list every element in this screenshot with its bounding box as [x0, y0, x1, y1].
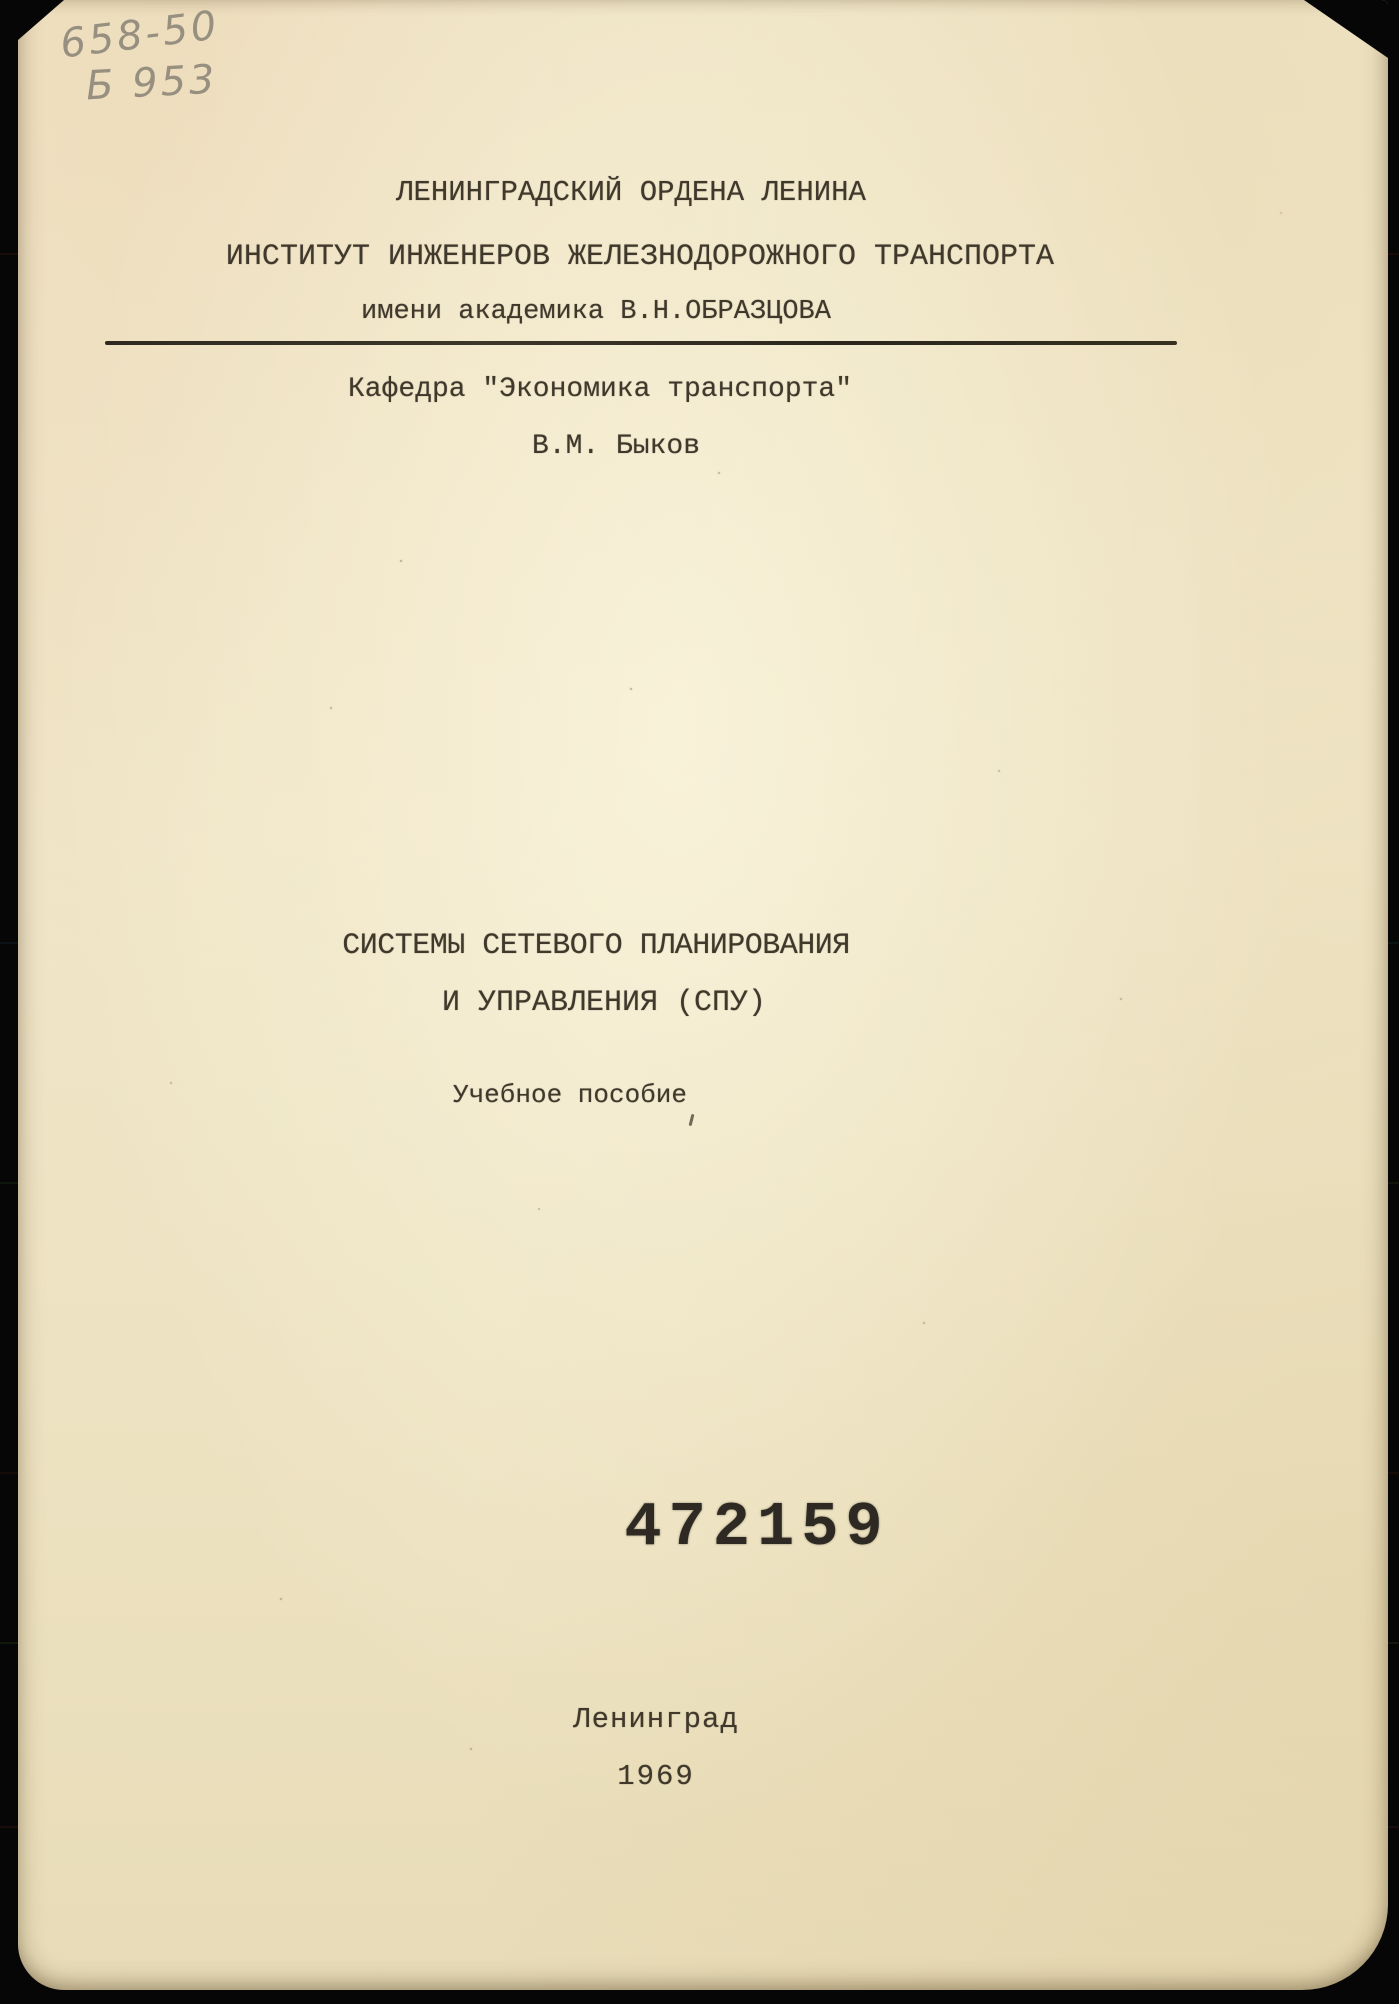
book-subtitle: Учебное пособие: [452, 1080, 688, 1110]
clipped-corner-top-right: [1304, 0, 1388, 58]
handwritten-author-mark: Б 953: [84, 56, 219, 110]
clipped-corner-top-left: [18, 0, 64, 40]
library-accession-stamp: 472159: [624, 1492, 890, 1563]
author-name: В.М. Быков: [531, 431, 701, 462]
book-title-line2: И УПРАВЛЕНИЯ (СПУ): [441, 986, 767, 1020]
institution-name-line3: имени академика В.Н.ОБРАЗЦОВА: [361, 297, 831, 327]
institution-name-line1: ЛЕНИНГРАДСКИЙ ОРДЕНА ЛЕНИНА: [396, 176, 866, 209]
horizontal-rule: [105, 341, 1177, 345]
institution-name-line2: ИНСТИТУТ ИНЖЕНЕРОВ ЖЕЛЕЗНОДОРОЖНОГО ТРАНСПОРТА: [225, 240, 1055, 274]
department-line: Кафедра "Экономика транспорта": [347, 374, 853, 405]
stray-ink-mark: [689, 1114, 695, 1126]
imprint-city: Ленинград: [573, 1703, 739, 1736]
handwritten-classification-number: 658-50: [57, 2, 222, 68]
imprint-year: 1969: [617, 1760, 695, 1793]
book-title-page: [18, 0, 1388, 1990]
book-title-line1: СИСТЕМЫ СЕТЕВОГО ПЛАНИРОВАНИЯ: [342, 929, 850, 963]
